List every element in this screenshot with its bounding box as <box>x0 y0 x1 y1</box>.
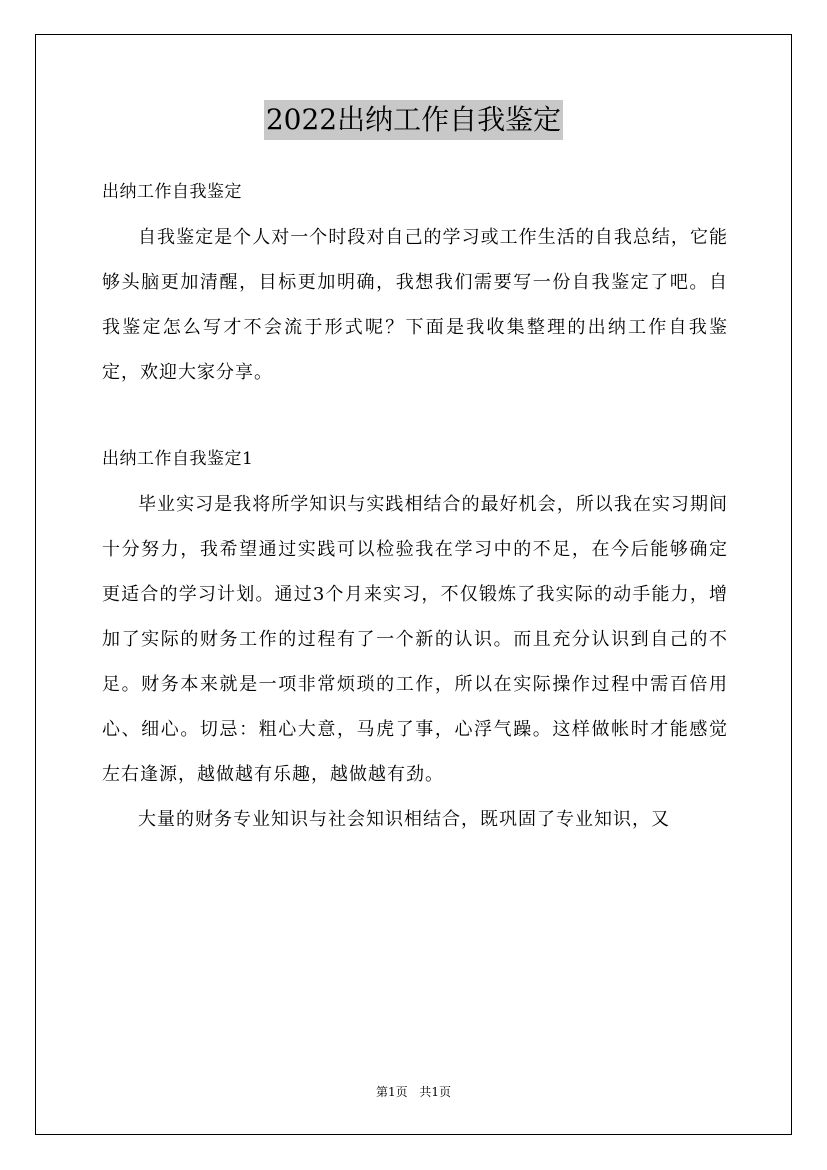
title-container <box>0 100 827 140</box>
intro-paragraph: 自我鉴定是个人对一个时段对自己的学习或工作生活的自我总结，它能够头脑更加清醒，目标更加明确，我想我们需要写一份自我鉴定了吧。自我鉴定怎么写才不会流于形式呢？下面是我收集整理的出纳工作自我鉴定，欢迎大家分享。 <box>102 227 728 383</box>
document-body <box>102 170 728 842</box>
section1-heading: 出纳工作自我鉴定1 <box>102 449 254 469</box>
document-title: 2022出纳工作自我鉴定 <box>264 100 563 140</box>
section1-paragraph-2: 大量的财务专业知识与社会知识相结合，既巩固了专业知识，又 <box>138 809 670 830</box>
page-footer <box>0 1082 827 1102</box>
section-gap <box>102 395 728 437</box>
intro-heading: 出纳工作自我鉴定 <box>102 182 242 202</box>
page-number-current: 第1页 <box>375 1085 408 1099</box>
page-number-total: 共1页 <box>419 1085 452 1099</box>
section1-paragraph-1: 毕业实习是我将所学知识与实践相结合的最好机会，所以我在实习期间十分努力，我希望通过实践可以检验我在学习中的不足，在今后能够确定更适合的学习计划。通过3个月来实习，不仅锻炼了我实际的动手能力，增加了实际的财务工作的过程有了一个新的认识。而且充分认识到自己的不足。财务本来就是一项非常烦琐的工作，所以在实际操作过程中需百倍用心、细心。切忌：粗心大意，马虎了事，心浮气躁。这样做帐时才能感觉左右逢源，越做越有乐趣，越做越有劲。 <box>102 494 728 785</box>
